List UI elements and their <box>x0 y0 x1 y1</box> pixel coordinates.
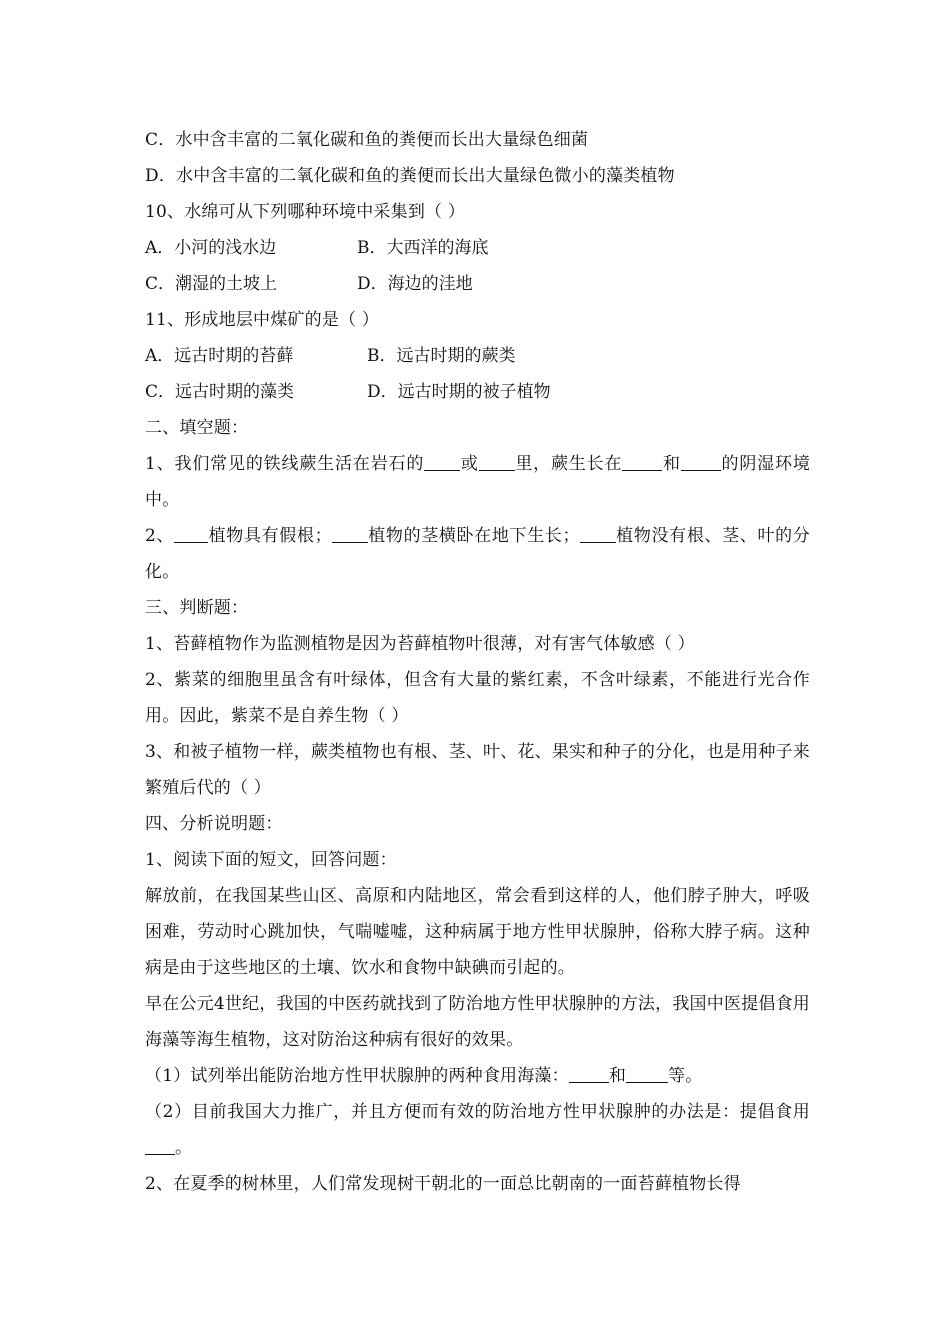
fill-q1-text-2: 或 <box>460 454 479 474</box>
q11-option-c: C．远古时期的藻类 <box>145 382 295 402</box>
fill-q2-text-4: 植物没有根、茎、叶的分化。 <box>145 526 810 582</box>
fill-q2-blank-1[interactable] <box>174 524 208 543</box>
q10-stem: 10、水绵可从下列哪种环境中采集到（ ） <box>145 202 466 222</box>
fill-q1-text-5: 的阴湿环境中。 <box>145 454 811 510</box>
analysis-passage-1: 解放前，在我国某些山区、高原和内陆地区，常会看到这样的人，他们脖子肿大，呼吸困难，劳动时心跳加快，气喘嘘嘘，这种病属于地方性甲状腺肿，俗称大脖子病。这种病是由于这些地区的土壤、饮水和食物中缺碘而引起的。 <box>145 886 810 978</box>
q11-stem: 11、形成地层中煤矿的是（ ） <box>145 310 380 330</box>
q11-options-row-2 <box>145 374 810 410</box>
analysis-sub-2-text-1: （2）目前我国大力推广，并且方便而有效的防治地方性甲状腺肿的办法是：提倡食用 <box>145 1102 810 1122</box>
analysis-q2-stem: 2、在夏季的树林里，人们常发现树干朝北的一面总比朝南的一面苔藓植物长得 <box>145 1174 741 1194</box>
analysis-sub-2-text-2: 。 <box>175 1138 193 1158</box>
fill-q2-text-3: 植物的茎横卧在地下生长； <box>367 526 580 546</box>
section-fill-in-title: 二、填空题： <box>145 418 249 438</box>
analysis-sub-1-blank-1[interactable] <box>569 1064 609 1083</box>
section-judge-title: 三、判断题： <box>145 598 249 618</box>
analysis-sub-1-text-2: 和 <box>608 1066 627 1086</box>
fill-q2-text-1: 2、 <box>145 526 175 546</box>
fill-q2-blank-2[interactable] <box>332 524 368 543</box>
q9-option-c: C．水中含丰富的二氧化碳和鱼的粪便而长出大量绿色细菌 <box>145 130 589 150</box>
q11-option-b: B．远古时期的蕨类 <box>367 346 516 366</box>
analysis-passage-2: 早在公元4世纪，我国的中医药就找到了防治地方性甲状腺肿的方法，我国中医提倡食用海藻等海生植物，这对防治这种病有很好的效果。 <box>145 994 810 1050</box>
q10-options-row-1 <box>145 230 810 266</box>
fill-q1 <box>145 446 810 518</box>
q11-option-d: D．远古时期的被子植物 <box>367 382 551 402</box>
analysis-sub-1 <box>145 1058 810 1094</box>
fill-q1-blank-4[interactable] <box>681 452 721 471</box>
analysis-sub-2 <box>145 1094 810 1166</box>
worksheet-page <box>145 122 810 1202</box>
q10-options-row-2 <box>145 266 810 302</box>
judge-q3: 3、和被子植物一样，蕨类植物也有根、茎、叶、花、果实和种子的分化，也是用种子来繁殖后代的（ ） <box>145 742 810 798</box>
analysis-sub-1-text-1: （1）试列举出能防治地方性甲状腺肿的两种食用海藻： <box>145 1066 569 1086</box>
fill-q1-text-1: 1、我们常见的铁线蕨生活在岩石的 <box>145 454 425 474</box>
analysis-q1-stem: 1、阅读下面的短文，回答问题： <box>145 850 397 870</box>
q10-option-b: B．大西洋的海底 <box>357 238 489 258</box>
fill-q2-text-2: 植物具有假根； <box>208 526 332 546</box>
judge-q2: 2、紫菜的细胞里虽含有叶绿体，但含有大量的紫红素，不含叶绿素，不能进行光合作用。因此，紫菜不是自养生物（ ） <box>145 670 810 726</box>
fill-q1-text-4: 和 <box>662 454 681 474</box>
analysis-sub-1-blank-2[interactable] <box>626 1064 668 1083</box>
q10-option-d: D．海边的洼地 <box>357 274 473 294</box>
fill-q2-blank-3[interactable] <box>580 524 616 543</box>
fill-q2 <box>145 518 810 590</box>
q9-option-d: D．水中含丰富的二氧化碳和鱼的粪便而长出大量绿色微小的藻类植物 <box>145 166 675 186</box>
fill-q1-text-3: 里，蕨生长在 <box>514 454 623 474</box>
analysis-sub-1-text-3: 等。 <box>668 1066 703 1086</box>
section-analysis-title: 四、分析说明题： <box>145 814 283 834</box>
fill-q1-blank-2[interactable] <box>479 452 515 471</box>
judge-q1: 1、苔藓植物作为监测植物是因为苔藓植物叶很薄，对有害气体敏感（ ） <box>145 634 695 654</box>
q10-option-c: C．潮湿的土坡上 <box>145 274 278 294</box>
q11-options-row-1 <box>145 338 810 374</box>
fill-q1-blank-3[interactable] <box>622 452 662 471</box>
fill-q1-blank-1[interactable] <box>424 452 460 471</box>
analysis-sub-2-blank-1[interactable] <box>145 1136 175 1155</box>
q11-option-a: A．远古时期的苔藓 <box>145 346 294 366</box>
q10-option-a: A．小河的浅水边 <box>145 238 277 258</box>
